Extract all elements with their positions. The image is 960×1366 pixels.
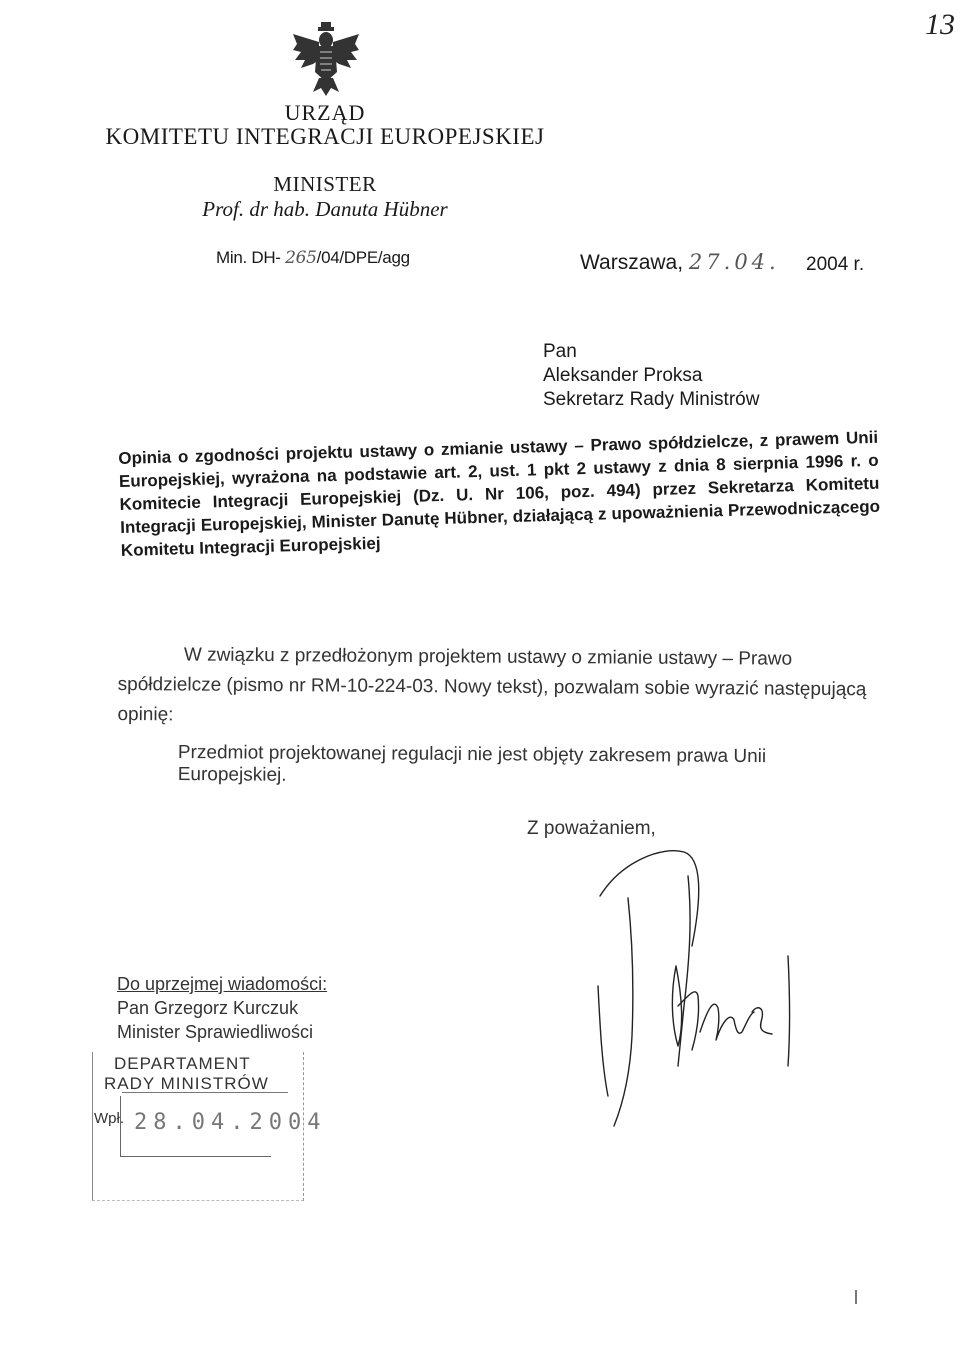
reference-number bbox=[216, 248, 410, 268]
reference-suffix: /04/DPE/agg bbox=[316, 248, 410, 267]
addressee-block bbox=[543, 340, 759, 412]
letterhead-role: MINISTER bbox=[273, 172, 377, 196]
reference-handwritten-number: 265 bbox=[285, 248, 317, 268]
eagle-emblem-icon bbox=[291, 20, 361, 98]
body-paragraph-2: Przedmiot projektowanej regulacji nie jest objęty zakresem prawa Unii Europejskiej. bbox=[177, 742, 767, 786]
stamp-date: 28.04.2004 bbox=[134, 1110, 327, 1135]
addressee-title: Sekretarz Rady Ministrów bbox=[543, 389, 760, 410]
date-handwritten-day-month: 27.04. bbox=[688, 250, 780, 274]
letterhead-committee: KOMITETU INTEGRACJI EUROPEJSKIEJ bbox=[105, 124, 545, 149]
addressee-salutation: Pan bbox=[543, 341, 577, 362]
handwritten-page-number: 13 bbox=[925, 8, 955, 41]
stamp-divider bbox=[122, 1092, 288, 1093]
date-year: 2004 r. bbox=[806, 254, 865, 275]
handwritten-signature bbox=[592, 836, 792, 1136]
margin-mark bbox=[855, 1290, 857, 1304]
letterhead-office: URZĄD bbox=[284, 100, 366, 125]
stamp-department: DEPARTAMENT bbox=[114, 1054, 251, 1073]
reference-prefix: Min. DH- bbox=[216, 248, 281, 267]
closing-phrase: Z poważaniem, bbox=[527, 818, 656, 839]
body-paragraph-1: W związku z przedłożonym projektem ustawy o zmianie ustawy – Prawo spółdzielcze (pismo nr RM-10-224-03. Nowy tekst), pozwalam sobie wyrazić następującą opinię: bbox=[117, 644, 867, 726]
cc-block bbox=[117, 972, 327, 1044]
letter-date bbox=[580, 250, 780, 275]
received-stamp bbox=[92, 1052, 327, 1206]
cc-title: Minister Sprawiedliwości bbox=[117, 1022, 314, 1042]
cc-heading: Do uprzejmej wiadomości: bbox=[117, 974, 328, 994]
letterhead-name: Prof. dr hab. Danuta Hübner bbox=[202, 197, 448, 221]
date-city: Warszawa, bbox=[580, 251, 684, 274]
cc-name: Pan Grzegorz Kurczuk bbox=[117, 998, 299, 1018]
subject-paragraph: Opinia o zgodności projektu ustawy o zmianie ustawy – Prawo spółdzielcze, z prawem Unii Europejskiej, wyrażona na podstawie art. 2, ust. 1 pkt 2 ustawy z dnia 8 sierpnia 1996 r. o Komitecie Integracji Europejskiej (Dz. U. Nr 106, poz. 494) przez Sekretarza Komitetu Integracji Europejskiej, Minister Danutę Hübner, działającą z upoważnienia Przewodniczącego Komitetu Integracji Europejskiej bbox=[118, 427, 881, 560]
addressee-name: Aleksander Proksa bbox=[543, 365, 703, 386]
stamp-received-label: Wpł. bbox=[94, 1110, 124, 1127]
stamp-council: RADY MINISTRÓW bbox=[104, 1074, 269, 1093]
